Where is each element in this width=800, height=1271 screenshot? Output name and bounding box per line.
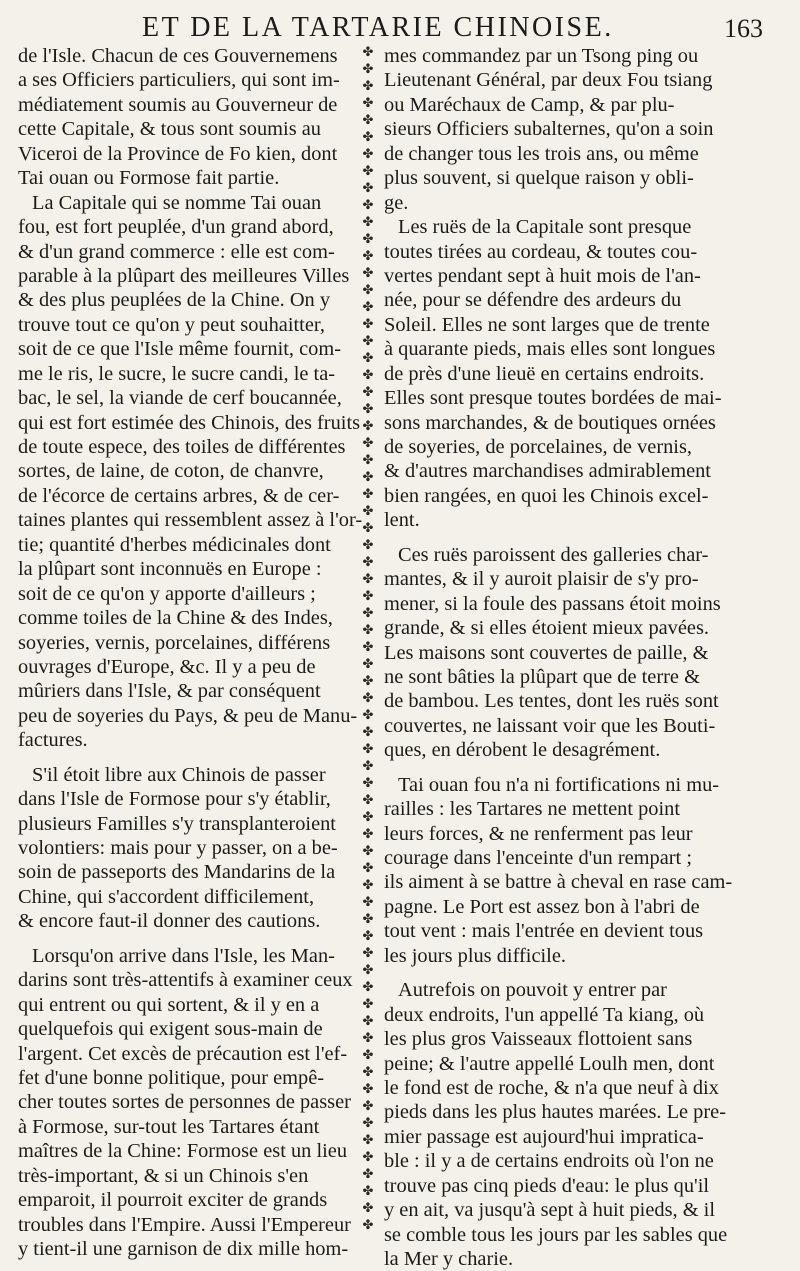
ornament-glyph: ✤ xyxy=(362,113,374,128)
text-line: qui entrent ou qui sortent, & il y en a xyxy=(18,993,320,1016)
text-line: ble : il y a de certains endroits où l'on ne xyxy=(384,1150,714,1173)
text-line: ou Maréchaux de Camp, & par plu- xyxy=(384,93,675,116)
ornament-glyph: ✤ xyxy=(362,623,374,638)
text-line: fou, est fort peuplée, d'un grand abord, xyxy=(18,216,334,239)
running-title: ET DE LA TARTARIE CHINOISE. xyxy=(142,12,614,43)
text-line: troubles dans l'Empire. Aussi l'Empereur xyxy=(18,1213,351,1236)
ornament-glyph: ✤ xyxy=(362,997,374,1012)
text-line: mûriers dans l'Isle, & par conséquent xyxy=(18,680,321,703)
text-line: y en ait, va jusqu'à sept à huit pieds, & il xyxy=(384,1199,715,1222)
ornament-glyph: ✤ xyxy=(362,963,374,978)
text-line: de toute espece, des toiles de différentes xyxy=(18,436,346,458)
text-line: sons marchandes, & de boutiques ornées xyxy=(384,411,716,434)
text-line: tout vent : mais l'entrée en devient tous xyxy=(384,920,704,943)
text-line: grande, & si elles étoient mieux pavées. xyxy=(384,617,710,640)
ornament-glyph: ✤ xyxy=(362,674,374,689)
text-line: les plus gros Vaisseaux flottoient sans xyxy=(384,1028,693,1051)
ornament-glyph: ✤ xyxy=(362,147,374,162)
ornament-glyph: ✤ xyxy=(362,776,374,791)
ornament-glyph: ✤ xyxy=(362,436,374,451)
ornament-glyph: ✤ xyxy=(362,980,374,995)
ornament-glyph: ✤ xyxy=(362,215,374,230)
left-column xyxy=(18,44,363,1261)
ornament-glyph: ✤ xyxy=(362,96,374,111)
text-line: Soleil. Elles ne sont larges que de trente xyxy=(384,313,710,336)
text-line: bien rangées, en quoi les Chinois excel- xyxy=(384,484,709,507)
text-line: & des plus peuplées de la Chine. On y xyxy=(18,289,331,312)
ornament-glyph: ✤ xyxy=(362,453,374,468)
text-line: soyeries, vernis, porcelaines, différens xyxy=(18,631,331,654)
text-line: ils aiment à se battre à cheval en rase cam- xyxy=(384,871,733,894)
ornament-glyph: ✤ xyxy=(362,402,374,417)
text-line: mantes, & il y auroit plaisir de s'y pro- xyxy=(384,568,699,591)
text-line: sortes, de laine, de coton, de chanvre, xyxy=(18,460,324,483)
text-line: très-important, & si un Chinois s'en xyxy=(18,1164,309,1187)
paragraph-gap xyxy=(384,968,728,978)
text-line: pieds dans les plus hautes marées. Le pre- xyxy=(384,1101,727,1124)
text-line: l'argent. Cet excès de précaution est l'ef- xyxy=(18,1042,348,1065)
text-line: darins sont très-attentifs à examiner ceux xyxy=(18,969,353,992)
text-line: de l'Isle. Chacun de ces Gouvernemens xyxy=(18,45,338,67)
text-line: qui est fort estimée des Chinois, des fruits xyxy=(18,411,361,434)
text-line: mier passage est aujourd'hui impratica- xyxy=(384,1125,704,1148)
ornament-glyph: ✤ xyxy=(362,79,374,94)
text-line: plusieurs Familles s'y transplanteroient xyxy=(18,812,336,835)
ornament-glyph: ✤ xyxy=(362,1133,374,1148)
ornamental-column-rule xyxy=(359,44,377,1233)
text-line: dans l'Isle de Formose pour s'y établir, xyxy=(18,788,331,811)
text-line: Autrefois on pouvoit y entrer par xyxy=(398,979,667,1002)
text-line: peine; & l'autre appellé Loulh men, dont xyxy=(384,1052,715,1075)
ornament-glyph: ✤ xyxy=(362,844,374,859)
text-line: soit de ce que l'Isle même fournit, com- xyxy=(18,338,342,361)
text-line: a ses Officiers particuliers, qui sont im- xyxy=(18,69,340,92)
ornament-glyph: ✤ xyxy=(362,300,374,315)
ornament-glyph: ✤ xyxy=(362,249,374,264)
text-line: volontiers: mais pour y passer, on a be- xyxy=(18,837,338,859)
ornament-glyph: ✤ xyxy=(362,538,374,553)
ornament-glyph: ✤ xyxy=(362,640,374,655)
text-line: Tai ouan ou Formose fait partie. xyxy=(18,167,280,190)
text-line: la plûpart sont inconnuës en Europe : xyxy=(18,558,322,581)
text-line: me le ris, le sucre, le sucre candi, le ta- xyxy=(18,362,336,385)
text-line: maîtres de la Chine: Formose est un lieu xyxy=(18,1140,348,1163)
ornament-glyph: ✤ xyxy=(362,929,374,944)
paragraph-gap xyxy=(18,934,358,944)
text-line: vertes pendant sept à huit mois de l'an- xyxy=(384,264,701,287)
text-line: comme toiles de la Chine & des Indes, xyxy=(18,607,333,630)
text-line: peu de soyeries du Pays, & peu de Manu- xyxy=(18,704,358,727)
text-line: de soyeries, de porcelaines, de vernis, xyxy=(384,436,693,458)
text-line: sieurs Officiers subalternes, qu'on a soin xyxy=(384,118,714,141)
ornament-glyph: ✤ xyxy=(362,1014,374,1029)
page-number: 163 xyxy=(724,14,763,43)
text-line: de l'écorce de certains arbres, & de cer- xyxy=(18,484,340,507)
text-line: Lorsqu'on arrive dans l'Isle, les Man- xyxy=(32,944,335,967)
ornament-glyph: ✤ xyxy=(362,164,374,179)
ornament-glyph: ✤ xyxy=(362,1150,374,1165)
text-line: railles : les Tartares ne mettent point xyxy=(384,798,681,821)
text-line: de près d'une lieuë en certains endroits. xyxy=(384,362,705,385)
ornament-glyph: ✤ xyxy=(362,912,374,927)
ornament-glyph: ✤ xyxy=(362,283,374,298)
ornament-glyph: ✤ xyxy=(362,793,374,808)
text-line: y tient-il une garnison de dix mille hom- xyxy=(18,1238,349,1260)
text-line: médiatement soumis au Gouverneur de xyxy=(18,93,338,116)
ornament-glyph: ✤ xyxy=(362,1031,374,1046)
text-line: courage dans l'enceinte d'un rempart ; xyxy=(384,847,692,869)
ornament-glyph: ✤ xyxy=(362,606,374,621)
ornament-glyph: ✤ xyxy=(362,266,374,281)
ornament-glyph: ✤ xyxy=(362,810,374,825)
text-line: deux endroits, l'un appellé Ta kiang, où xyxy=(384,1003,705,1026)
text-line: taines plantes qui ressemblent assez à l'or- xyxy=(18,509,363,532)
text-line: & d'un grand commerce : elle est com- xyxy=(18,240,335,263)
ornament-glyph: ✤ xyxy=(362,861,374,876)
text-line: soit de ce qu'on y apporte d'ailleurs ; xyxy=(18,582,316,605)
ornament-glyph: ✤ xyxy=(362,572,374,587)
text-line: à Formose, sur-tout les Tartares étant xyxy=(18,1115,320,1138)
paragraph-gap xyxy=(384,763,728,773)
ornament-glyph: ✤ xyxy=(362,1048,374,1063)
text-line: plus souvent, si quelque raison y obli- xyxy=(384,167,694,190)
ornament-glyph: ✤ xyxy=(362,62,374,77)
ornament-glyph: ✤ xyxy=(362,1218,374,1233)
ornament-glyph: ✤ xyxy=(362,334,374,349)
text-line: Elles sont presque toutes bordées de mai- xyxy=(384,387,722,410)
text-line: trouve pas cinq pieds d'eau: le plus qu'il xyxy=(384,1174,710,1197)
text-line: & d'autres marchandises admirablement xyxy=(384,460,711,483)
ornament-glyph: ✤ xyxy=(362,317,374,332)
text-line: à quarante pieds, mais elles sont longues xyxy=(384,338,716,361)
ornament-glyph: ✤ xyxy=(362,725,374,740)
text-line: ne sont bâties la plûpart que de terre & xyxy=(384,665,700,688)
ornament-glyph: ✤ xyxy=(362,691,374,706)
text-line: La Capitale qui se nomme Tai ouan xyxy=(32,191,322,214)
ornament-glyph: ✤ xyxy=(362,419,374,434)
text-line: couvertes, ne laissant voir que les Bouti- xyxy=(384,714,716,737)
text-line: se comble tous les jours par les sables que xyxy=(384,1223,728,1246)
text-line: née, pour se défendre des ardeurs du xyxy=(384,289,682,312)
paragraph-gap xyxy=(384,533,728,543)
ornament-glyph: ✤ xyxy=(362,521,374,536)
ornament-glyph: ✤ xyxy=(362,657,374,672)
text-line: Lieutenant Général, par deux Fou tsiang xyxy=(384,69,713,92)
ornament-glyph: ✤ xyxy=(362,45,374,60)
ornament-glyph: ✤ xyxy=(362,1116,374,1131)
text-line: Les ruës de la Capitale sont presque xyxy=(398,216,692,239)
ornament-glyph: ✤ xyxy=(362,232,374,247)
ornament-glyph: ✤ xyxy=(362,742,374,757)
ornament-glyph: ✤ xyxy=(362,589,374,604)
paragraph-gap xyxy=(18,753,358,763)
text-line: Viceroi de la Province de Fo kien, dont xyxy=(18,142,338,165)
text-line: soin de passeports des Mandarins de la xyxy=(18,861,336,884)
text-line: Tai ouan fou n'a ni fortifications ni mu- xyxy=(398,773,720,796)
text-line: mener, si la foule des passans étoit moins xyxy=(384,592,721,615)
ornament-glyph: ✤ xyxy=(362,470,374,485)
ornament-glyph: ✤ xyxy=(362,487,374,502)
text-line: lent. xyxy=(384,509,420,532)
ornament-glyph: ✤ xyxy=(362,1167,374,1182)
ornament-glyph: ✤ xyxy=(362,1184,374,1199)
text-line: ouvrages d'Europe, &c. Il y a peu de xyxy=(18,655,316,678)
ornament-glyph: ✤ xyxy=(362,895,374,910)
text-line: parable à la plûpart des meilleures Villes xyxy=(18,264,350,287)
text-line: emparoit, il pourroit exciter de grands xyxy=(18,1189,328,1212)
text-line: ge. xyxy=(384,191,409,214)
text-line: de bambou. Les tentes, dont les ruës sont xyxy=(384,690,719,713)
text-line: factures. xyxy=(18,729,88,752)
ornament-glyph: ✤ xyxy=(362,385,374,400)
text-line: trouve tout ce qu'on y peut souhaitter, xyxy=(18,313,325,336)
ornament-glyph: ✤ xyxy=(362,1065,374,1080)
text-line: les jours plus difficile. xyxy=(384,944,566,967)
ornament-glyph: ✤ xyxy=(362,1201,374,1216)
ornament-glyph: ✤ xyxy=(362,759,374,774)
text-line: fet d'une bonne politique, pour empê- xyxy=(18,1066,325,1089)
text-line: S'il étoit libre aux Chinois de passer xyxy=(32,763,326,786)
text-line: cher toutes sortes de personnes de passer xyxy=(18,1091,351,1114)
text-line: mes commandez par un Tsong ping ou xyxy=(384,45,699,67)
ornament-glyph: ✤ xyxy=(362,351,374,366)
ornament-glyph: ✤ xyxy=(362,1082,374,1097)
ornament-glyph: ✤ xyxy=(362,368,374,383)
text-line: & encore faut-il donner des cautions. xyxy=(18,910,321,933)
text-line: de changer tous les trois ans, ou même xyxy=(384,142,699,165)
ornament-glyph: ✤ xyxy=(362,708,374,723)
text-line: quelquefois qui exigent sous-main de xyxy=(18,1018,323,1041)
ornament-glyph: ✤ xyxy=(362,504,374,519)
text-line: Les maisons sont couvertes de paille, & xyxy=(384,641,709,664)
text-line: cette Capitale, & tous sont soumis au xyxy=(18,118,321,141)
text-line: ques, en dérobent le desagrément. xyxy=(384,739,661,762)
text-line: tie; quantité d'herbes médicinales dont xyxy=(18,533,331,556)
ornament-glyph: ✤ xyxy=(362,181,374,196)
ornament-glyph: ✤ xyxy=(362,198,374,213)
text-line: leurs forces, & ne renferment pas leur xyxy=(384,822,693,845)
ornament-glyph: ✤ xyxy=(362,946,374,961)
ornament-glyph: ✤ xyxy=(362,1099,374,1114)
ornament-glyph: ✤ xyxy=(362,827,374,842)
ornament-glyph: ✤ xyxy=(362,555,374,570)
right-column xyxy=(384,44,733,1271)
text-line: Ces ruës paroissent des galleries char- xyxy=(398,543,709,566)
text-line: bac, le sel, la viande de cerf boucannée, xyxy=(18,387,342,410)
text-line: Chine, qui s'accordent difficilement, xyxy=(18,885,315,908)
ornament-glyph: ✤ xyxy=(362,130,374,145)
text-line: le fond est de roche, & n'a que neuf à dix xyxy=(384,1076,719,1099)
text-line: toutes tirées au cordeau, & toutes cou- xyxy=(384,240,698,263)
text-line: pagne. Le Port est assez bon à l'abri de xyxy=(384,895,700,918)
text-line: la Mer y charie. xyxy=(384,1248,514,1270)
ornament-glyph: ✤ xyxy=(362,878,374,893)
